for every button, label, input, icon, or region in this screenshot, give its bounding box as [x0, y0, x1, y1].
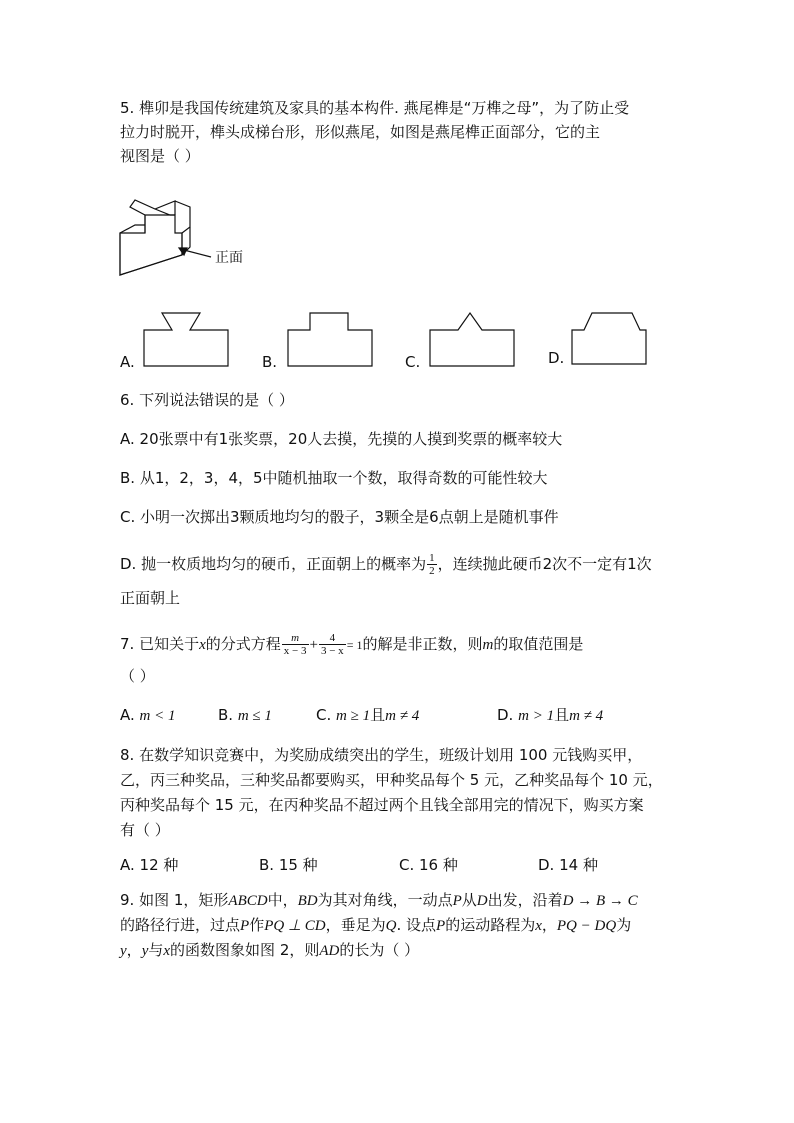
q5-option-c-label[interactable]: C.: [405, 353, 421, 371]
half-fraction: $\frac{1}{2}$: [429, 552, 435, 577]
q7-stem: 7. 已知关于x的分式方程 $\frac{m}{x - 3}$ + $\frac{4}{3 - x}$ = 1的解是非正数，则m的取值范围是: [120, 632, 584, 657]
q5-option-a-shape: [142, 308, 232, 368]
q5-option-d-label[interactable]: D.: [548, 349, 565, 367]
front-arrow: [176, 247, 216, 267]
q6-option-d[interactable]: D. 抛一枚质地均匀的硬币，正面朝上的概率为 $\frac{1}{2}$ ，连续抛此硬币2次不一定有1次: [120, 552, 652, 577]
q5-option-b-label[interactable]: B.: [262, 353, 278, 371]
q9-line-3: y，y与x的函数图象如图 2，则AD的长为（ ）: [120, 941, 420, 959]
q8-option-b[interactable]: B. 15 种: [259, 856, 318, 874]
q6-option-d-line-2: 正面朝上: [120, 589, 181, 607]
q5-option-c-shape: [428, 308, 518, 368]
q7-option-a[interactable]: A. m < 1: [120, 706, 176, 724]
q6-option-d-text: D. 抛一枚质地均匀的硬币，正面朝上的概率为: [120, 555, 427, 573]
fraction-4-over-3-minus-x: $\frac{4}{3 - x}$: [320, 632, 344, 657]
q5-line-2: 拉力时脱开，榫头成梯台形，形似燕尾，如图是燕尾榫正面部分，它的主: [120, 123, 601, 141]
q5-option-d-shape: [570, 308, 660, 368]
q5-line-3: 视图是（ ）: [120, 147, 200, 165]
q7-option-b[interactable]: B. m ≤ 1: [218, 706, 272, 724]
q6-option-c[interactable]: C. 小明一次掷出3颗质地均匀的骰子，3颗全是6点朝上是随机事件: [120, 508, 559, 526]
q8-line-1: 8. 在数学知识竞赛中，为奖励成绩突出的学生，班级计划用 100 元钱购买甲，: [120, 746, 643, 764]
q9-line-1: 9. 如图 1，矩形ABCD中，BD为其对角线，一动点P从D出发，沿着D → B → C: [120, 891, 638, 909]
q8-line-2: 乙，丙三种奖品，三种奖品都要购买，甲种奖品每个 5 元，乙种奖品每个 10 元，: [120, 771, 663, 789]
q8-option-a[interactable]: A. 12 种: [120, 856, 179, 874]
dovetail-3d-figure: [115, 195, 245, 285]
q7-option-c[interactable]: C. m ≥ 1且m ≠ 4: [316, 706, 420, 724]
q8-line-4: 有（ ）: [120, 821, 170, 839]
q8-line-3: 丙种奖品每个 15 元，在丙种奖品不超过两个且钱全部用完的情况下，购买方案: [120, 796, 644, 814]
q9-line-2: 的路径行进，过点P作PQ ⊥ CD，垂足为Q. 设点P的运动路程为x，PQ − DQ为: [120, 916, 632, 934]
q8-option-c[interactable]: C. 16 种: [399, 856, 458, 874]
q5-option-b-shape: [286, 308, 376, 368]
q5-line-1: 5. 榫卯是我国传统建筑及家具的基本构件. 燕尾榫是“万榫之母”，为了防止受: [120, 99, 630, 117]
fraction-m-over-x-minus-3: $\frac{m}{x - 3}$: [283, 632, 307, 657]
q7-paren: （ ）: [120, 667, 155, 685]
front-label: 正面: [215, 250, 243, 266]
q6-stem: 6. 下列说法错误的是（ ）: [120, 391, 294, 409]
q6-option-a[interactable]: A. 20张票中有1张奖票，20人去摸，先摸的人摸到奖票的概率较大: [120, 430, 563, 448]
q8-option-d[interactable]: D. 14 种: [538, 856, 598, 874]
q5-option-a-label[interactable]: A.: [120, 353, 135, 371]
q7-option-d[interactable]: D. m > 1且m ≠ 4: [497, 706, 604, 724]
q6-option-b[interactable]: B. 从1，2，3，4，5中随机抽取一个数，取得奇数的可能性较大: [120, 469, 548, 487]
